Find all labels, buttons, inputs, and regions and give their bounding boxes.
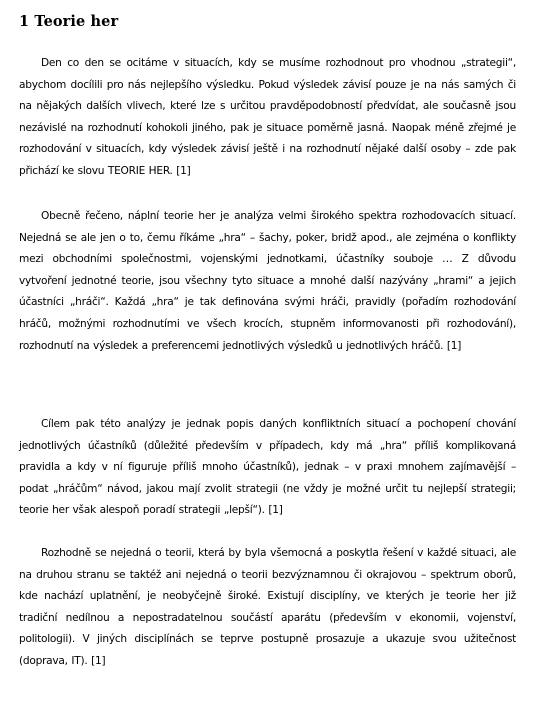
paragraph-4: Rozhodně se nejedná o teorii, která by byla všemocná a poskytla řešení v každé situaci, ale na druhou stranu se taktéž ani nejedná o teorii bezvýznamnou či okrajovou – spektrum oborů, kde nachází uplatnění, je neobyčejně široké. Existují disciplíny, ve kterých je teorie her již tradiční nedílnou a nepostradatelnou součástí aparátu (především v ekonomii, vojenství, politologii). V jiných disciplínách se teprve postupně prosazuje a ukazuje svou užitečnost (doprava, IT). [1] [19, 547, 516, 667]
paragraph-2: Obecně řečeno, náplní teorie her je analýza velmi širokého spektra rozhodovacích situací. Nejedná se ale jen o to, čemu říkáme „hra“ – šachy, poker, bridž apod., ale zejména o konflikty mezi obchodními společnostmi, vojenskými jednotkami, účastníky souboje … Z důvodu vytvoření jednotné teorie, jsou všechny tyto situace a mnohé další nazývány „hrami“ a jejich účastníci „hráči“. Každá „hra“ je tak definována svými hráči, pravidly (pořadím rozhodování hráčů, možnými rozhodnutími ve všech krocích, stupněm informovanosti při rozhodování), rozhodnutí na výsledek a preferencemi jednotlivých výsledků u jednotlivých hráčů. [1] [19, 210, 516, 352]
paragraph-3: Cílem pak této analýzy je jednak popis daných konfliktních situací a pochopení chování jednotlivých účastníků (důležité především v případech, kdy má „hra“ příliš komplikovaná pravidla a kdy v ní figuruje příliš mnoho účastníků), jednak – v praxi mnohem zajímavější – podat „hráčům“ návod, jakou mají zvolit strategii (ne vždy je možné určit tu nejlepší strategii; teorie her však alespoň poradí strategii „lepší“). [1] [19, 418, 516, 517]
section-heading: 1 Teorie her [19, 13, 119, 30]
paragraph-1: Den co den se ocitáme v situacích, kdy se musíme rozhodnout pro vhodnou „strategii“, abychom docílili pro nás nejlepšího výsledku. Pokud výsledek závisí pouze je na nás samých či na nějakých dalších vlivech, které lze s určitou pravděpodobností předvídat, ale současně jsou nezávislé na rozhodnutí kohokoli jiného, pak je situace poměrně jasná. Naopak méně zřejmé je rozhodování v situacích, kdy výsledek závisí ještě i na rozhodnutí nějaké další osoby – zde pak přichází ke slovu TEORIE HER. [1] [19, 57, 516, 177]
